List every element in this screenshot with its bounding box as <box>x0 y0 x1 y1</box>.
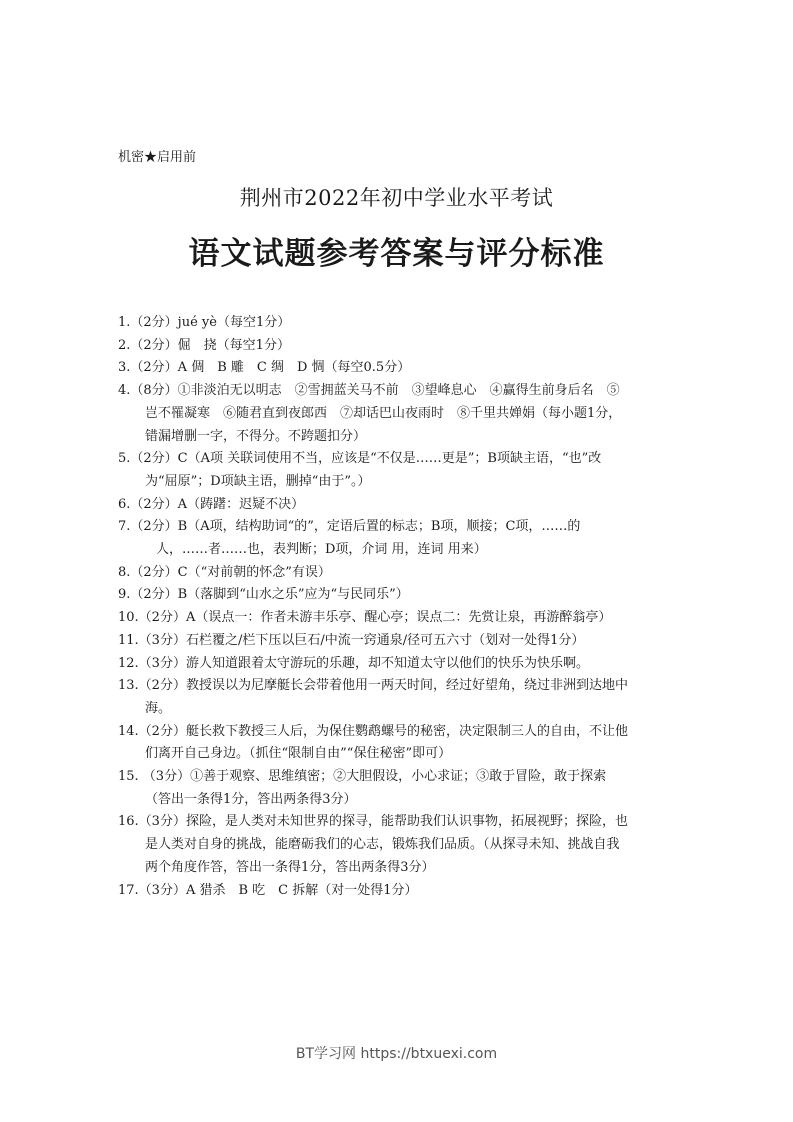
answer-line: 12.（3分）游人知道跟着太守游玩的乐趣，却不知道太守以他们的快乐为快乐啊。 <box>118 655 589 671</box>
answer-line: 13.（2分）教授误以为尼摩艇长会带着他用一两天时间，经过好望角，绕过非洲到达地中 <box>118 678 628 694</box>
answer-item <box>118 675 678 720</box>
answer-line: 错漏增删一字，不得分。不跨题扣分） <box>145 428 367 444</box>
answer-line: 1.（2分）jué yè（每空1分） <box>118 315 291 330</box>
answer-item <box>118 766 678 811</box>
answer-item <box>118 811 678 879</box>
answer-line: 岂不罹凝寒 ⑥随君直到夜郎西 ⑦却话巴山夜雨时 ⑧千里共婵娟（每小题1分， <box>145 405 622 421</box>
answer-line: 2.（2分）倔 挠（每空1分） <box>118 337 290 353</box>
answer-item <box>118 380 678 448</box>
answer-line: 15. （3分）①善于观察、思维缜密；②大胆假设，小心求证；③敢于冒险，敢于探索 <box>118 769 607 785</box>
answer-item <box>118 448 678 493</box>
answer-item <box>118 516 678 561</box>
answer-item <box>118 880 678 903</box>
answer-item <box>118 653 678 676</box>
answer-line: 6.（2分）A（踌躇：迟疑不决） <box>118 496 305 512</box>
confidential-label: 机密★启用前 <box>118 150 197 165</box>
answer-line: 3.（2分）A 倜 B 雕 C 绸 D 惆（每空0.5分） <box>118 360 411 376</box>
answer-item <box>118 494 678 517</box>
answer-item <box>118 584 678 607</box>
answer-line: 两个角度作答，答出一条得1分，答出两条得3分） <box>145 859 435 875</box>
answer-item <box>118 630 678 653</box>
answer-line: 17.（3分）A 猎杀 B 吃 C 拆解（对一处得1分） <box>118 882 418 898</box>
answer-list <box>118 312 678 902</box>
document-title: 语文试题参考答案与评分标准 <box>188 236 605 272</box>
answer-line: 9.（2分）B（落脚到“山水之乐”应为“与民同乐”） <box>118 587 409 603</box>
answer-item <box>118 562 678 585</box>
exam-title: 荆州市2022年初中学业水平考试 <box>239 186 554 210</box>
answer-item <box>118 607 678 630</box>
answer-line: 14.（2分）艇长救下教授三人后，为保住鹦鹉螺号的秘密，决定限制三人的自由，不让他 <box>118 723 628 739</box>
answer-item <box>118 357 678 380</box>
answer-line: 10.（2分）A（误点一：作者未游丰乐亭、醒心亭；误点二：先赏让泉，再游醉翁亭） <box>118 610 612 626</box>
answer-line: 们离开自己身边。（抓住“限制自由”“保住秘密”即可） <box>145 746 452 762</box>
answer-line: （答出一条得1分，答出两条得3分） <box>145 791 357 807</box>
answer-line: 16.（3分）探险，是人类对未知世界的探寻，能帮助我们认识事物，拓展视野；探险，也 <box>118 814 628 830</box>
answer-line: 人，……者……也，表判断；D项，介词 用，连词 用来） <box>156 542 487 558</box>
answer-line: 海。 <box>145 700 172 716</box>
answer-line: 为“屈原”；D项缺主语，删掉“由于”。） <box>145 473 371 489</box>
answer-line: 是人类对自身的挑战，能磨砺我们的心志，锻炼我们品质。（从探寻未知、挑战自我 <box>145 837 620 853</box>
answer-line: 4.（8分）①非淡泊无以明志 ②雪拥蓝关马不前 ③望峰息心 ④赢得生前身后名 ⑤ <box>118 383 620 399</box>
footer-watermark: BT学习网 https://btxuexi.com <box>295 1046 498 1062</box>
answer-item <box>118 721 678 766</box>
answer-item <box>118 312 678 335</box>
answer-line: 5.（2分）C（A项 关联词使用不当，应该是“不仅是……更是”；B项缺主语，“也”改 <box>118 451 602 467</box>
answer-line: 8.（2分）C（“对前朝的怀念”有误） <box>118 564 331 580</box>
answer-line: 7.（2分）B（A项，结构助词“的”，定语后置的标志；B项，顺接；C项，……的 <box>118 519 581 535</box>
answer-item <box>118 335 678 358</box>
answer-line: 11.（3分）石栏覆之/栏下压以巨石/中流一窍通泉/径可五六寸（划对一处得1分） <box>118 632 585 648</box>
